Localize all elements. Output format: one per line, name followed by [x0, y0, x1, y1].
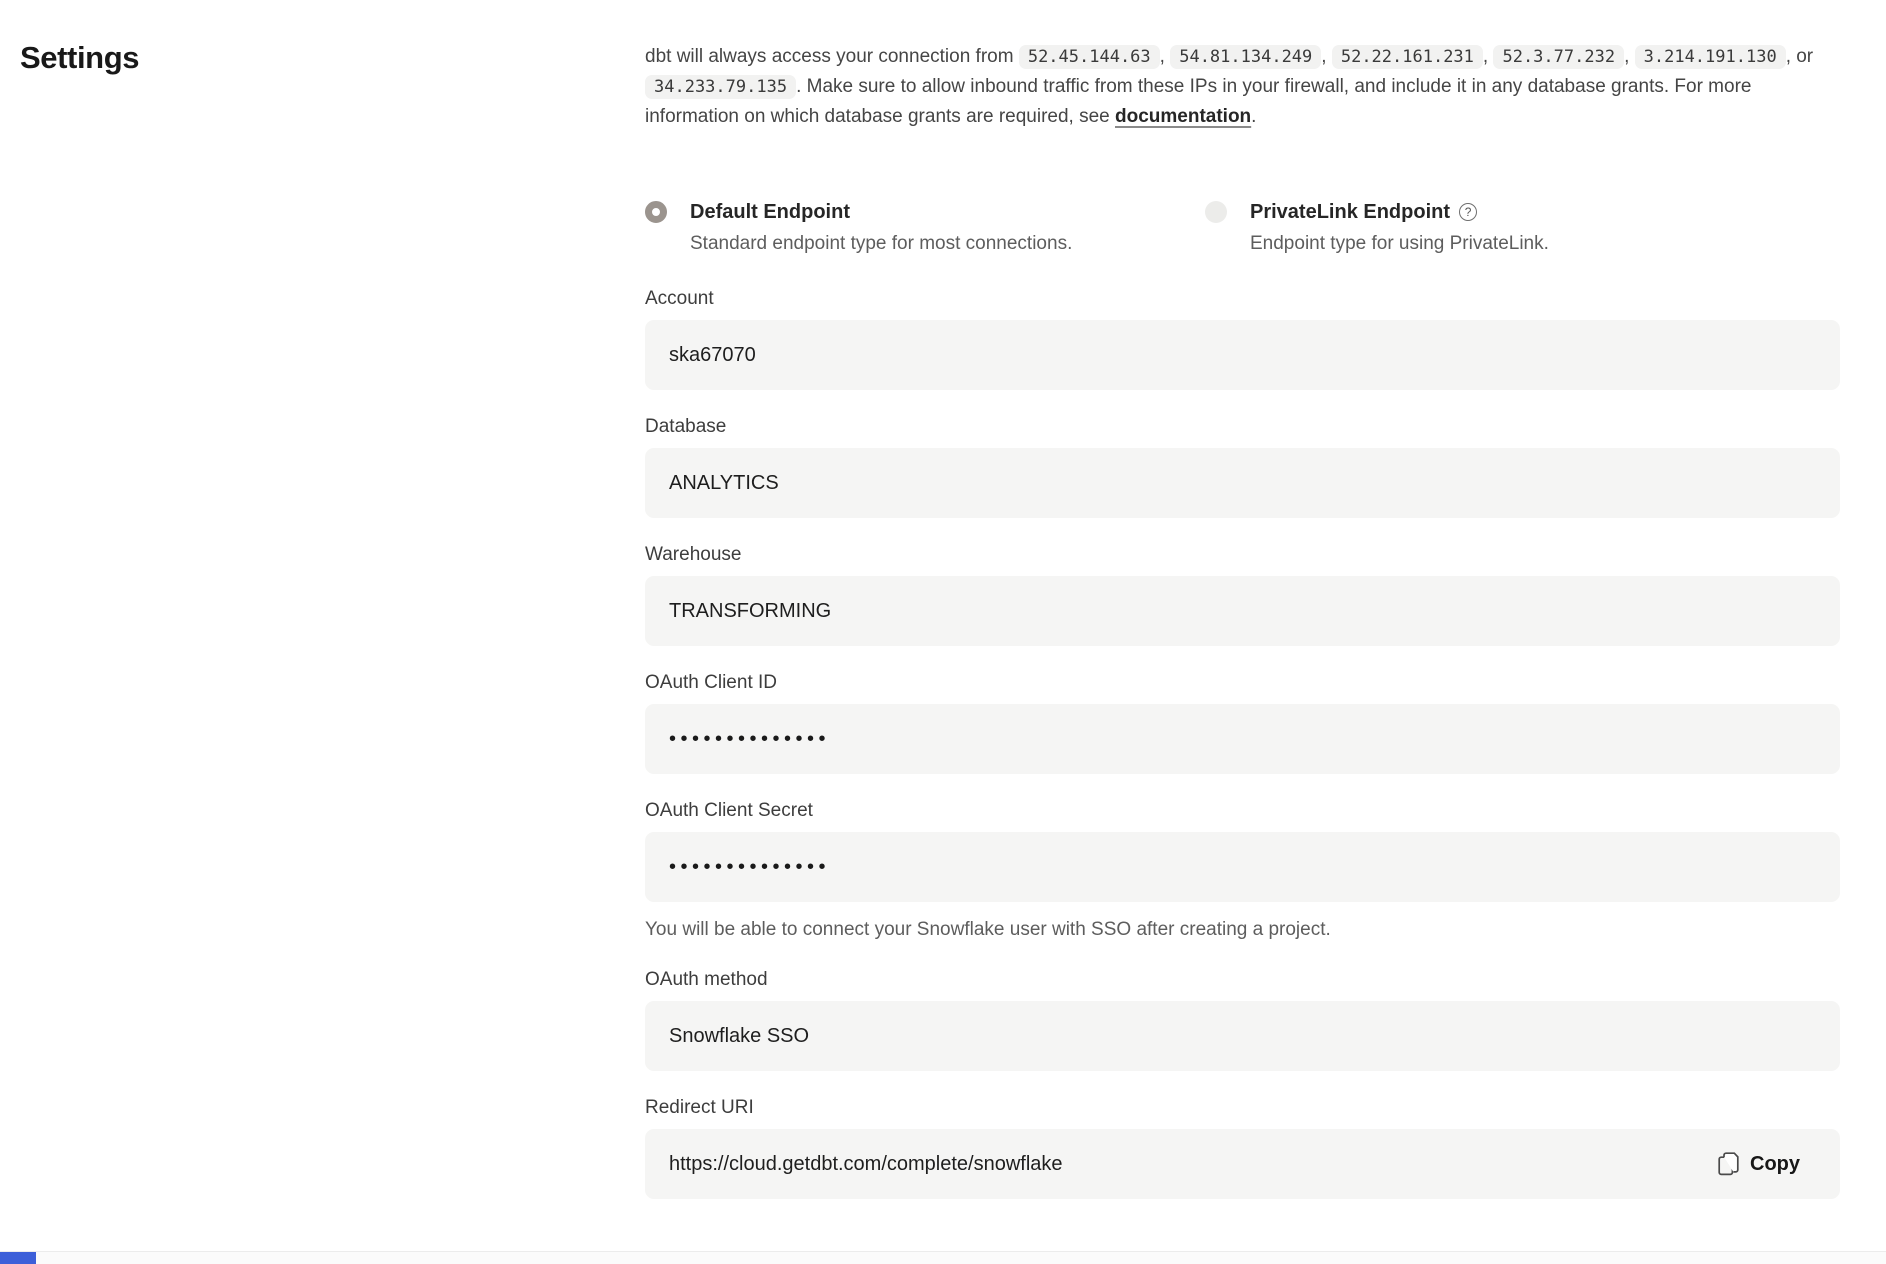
copy-button-label: Copy — [1750, 1152, 1800, 1175]
field-label: OAuth Client ID — [645, 672, 777, 693]
documentation-link[interactable]: documentation — [1115, 106, 1252, 127]
copy-icon — [1718, 1152, 1739, 1176]
connection-form — [645, 286, 1840, 1199]
intro-separator: , — [1624, 46, 1635, 67]
oauth-method-input[interactable] — [645, 1001, 1840, 1071]
main-column — [645, 42, 1840, 1199]
ip-chip: 34.233.79.135 — [645, 75, 796, 99]
field-value: Snowflake SSO — [669, 1024, 810, 1047]
sso-helper-text: You will be able to connect your Snowflake user with SSO after creating a project. — [645, 919, 1331, 940]
intro-separator: , or — [1785, 46, 1814, 67]
copy-button[interactable] — [1708, 1146, 1810, 1182]
endpoint-option-label: PrivateLink Endpoint — [1250, 201, 1451, 223]
intro-separator: , — [1321, 46, 1332, 67]
field-warehouse — [645, 542, 1840, 646]
field-oauth-client-secret — [645, 798, 1840, 943]
warehouse-input[interactable] — [645, 576, 1840, 646]
endpoint-option-label: Default Endpoint — [690, 201, 850, 223]
redirect-uri-input[interactable] — [645, 1129, 1840, 1199]
masked-field-value: •••••••••••••• — [669, 855, 831, 878]
endpoint-option-description: Endpoint type for using PrivateLink. — [1250, 233, 1549, 254]
intro-end: . — [1251, 106, 1257, 127]
field-label: Account — [645, 288, 714, 309]
radio-option-privatelink-endpoint[interactable] — [1205, 200, 1549, 256]
ip-chip: 52.3.77.232 — [1493, 45, 1624, 69]
ip-chip: 3.214.191.130 — [1635, 45, 1786, 69]
masked-field-value: •••••••••••••• — [669, 727, 831, 750]
field-redirect-uri — [645, 1095, 1840, 1199]
help-icon[interactable]: ? — [1459, 203, 1477, 221]
ip-chip: 54.81.134.249 — [1170, 45, 1321, 69]
page-title: Settings — [20, 40, 140, 75]
radio-selected-icon[interactable] — [645, 201, 667, 223]
field-value: TRANSFORMING — [669, 599, 832, 622]
field-oauth-client-id — [645, 670, 1840, 774]
footer-band — [0, 1251, 1886, 1264]
field-database — [645, 414, 1840, 518]
field-label: Warehouse — [645, 544, 742, 565]
footer-accent-button-edge[interactable] — [0, 1252, 36, 1264]
radio-option-default-endpoint[interactable] — [645, 200, 1205, 256]
account-input[interactable] — [645, 320, 1840, 390]
field-value: https://cloud.getdbt.com/complete/snowflake — [669, 1152, 1063, 1175]
field-label: Redirect URI — [645, 1097, 754, 1118]
intro-suffix: Make sure to allow inbound traffic from these IPs in your firewall, and include it in any database grants. For more information on which database grants are required, see — [645, 76, 1752, 127]
intro-separator: , — [1159, 46, 1171, 67]
oauth-client-secret-input[interactable] — [645, 832, 1840, 902]
ip-allowlist-paragraph — [645, 42, 1840, 132]
field-account — [645, 286, 1840, 390]
intro-prefix: dbt will always access your connection from — [645, 46, 1019, 67]
database-input[interactable] — [645, 448, 1840, 518]
field-value: ska67070 — [669, 343, 756, 366]
intro-separator: , — [1482, 46, 1494, 67]
intro-separator: . — [796, 76, 807, 97]
field-value: ANALYTICS — [669, 471, 779, 494]
ip-chip: 52.45.144.63 — [1019, 45, 1160, 69]
endpoint-option-texts — [1250, 200, 1549, 256]
field-label: OAuth Client Secret — [645, 800, 813, 821]
ip-chip: 52.22.161.231 — [1332, 45, 1483, 69]
field-label: Database — [645, 416, 727, 437]
field-oauth-method — [645, 967, 1840, 1071]
endpoint-option-description: Standard endpoint type for most connections. — [690, 233, 1073, 254]
oauth-client-id-input[interactable] — [645, 704, 1840, 774]
field-label: OAuth method — [645, 969, 768, 990]
endpoint-type-radio-group — [645, 200, 1840, 256]
endpoint-option-texts — [690, 200, 1072, 256]
radio-unselected-icon[interactable] — [1205, 201, 1227, 223]
